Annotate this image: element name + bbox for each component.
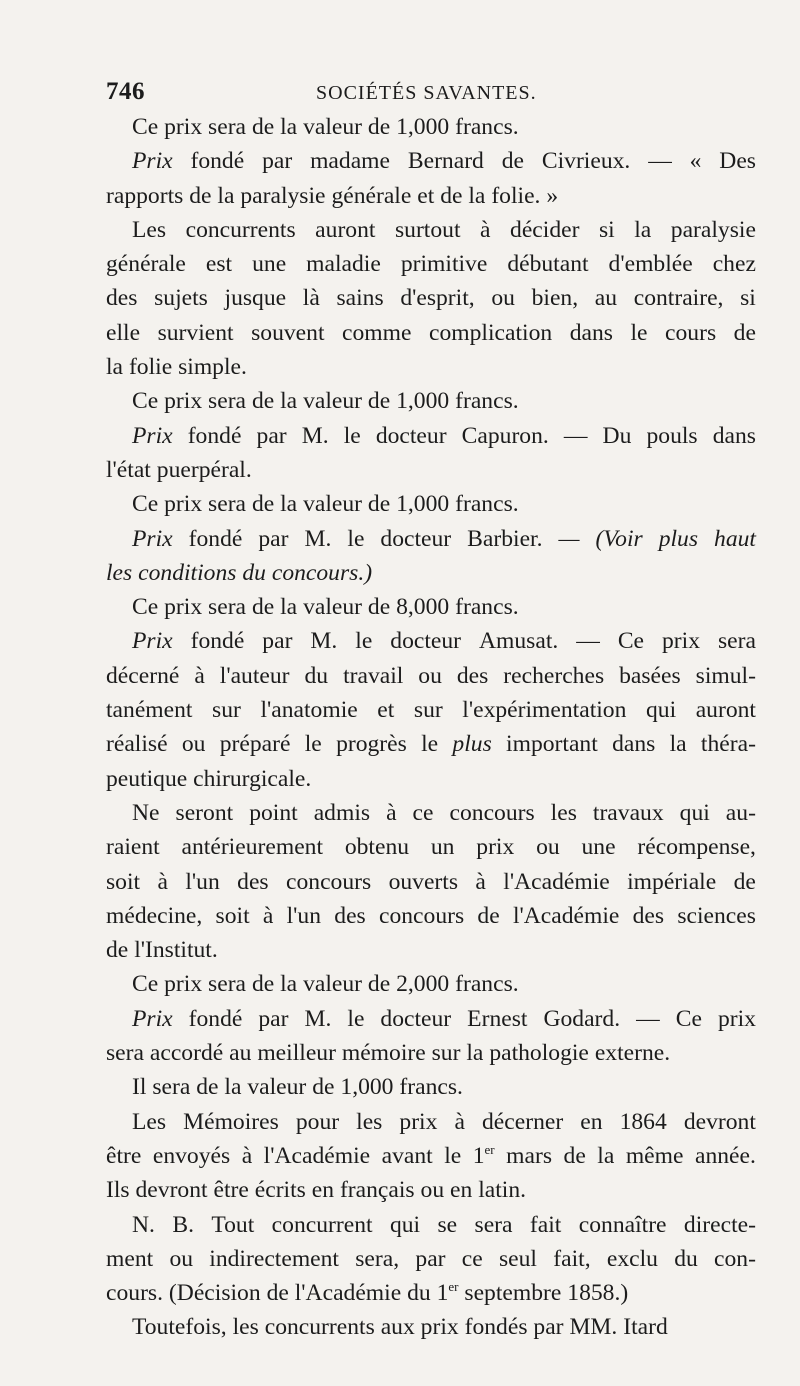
paragraph bbox=[106, 522, 756, 591]
paragraph bbox=[106, 590, 756, 624]
text-line: générale est une maladie primitive débutant d'emblée chez bbox=[106, 251, 756, 278]
text-line: N. B. Tout concurrent qui se sera fait connaître directe- bbox=[132, 1211, 756, 1238]
text-line: les conditions du concours.) bbox=[106, 559, 373, 586]
text-line: Ce prix sera de la valeur de 8,000 francs. bbox=[132, 594, 519, 621]
text-line: Toutefois, les concurrents aux prix fondés par MM. Itard bbox=[132, 1314, 668, 1341]
text-line: Il sera de la valeur de 1,000 francs. bbox=[132, 1074, 463, 1101]
text-line: Les concurrents auront surtout à décider si la paralysie bbox=[132, 216, 756, 243]
paragraph bbox=[106, 110, 756, 144]
text-line: être envoyés à l'Académie avant le 1er mars de la même année. bbox=[106, 1142, 756, 1169]
running-head: SOCIÉTÉS SAVANTES. bbox=[316, 82, 537, 104]
text-line: Ce prix sera de la valeur de 1,000 francs. bbox=[132, 491, 519, 518]
paragraph bbox=[106, 1310, 756, 1344]
paragraph bbox=[106, 384, 756, 418]
text-line: soit à l'un des concours ouverts à l'Académie impériale de bbox=[106, 868, 756, 895]
text-line: tanément sur l'anatomie et sur l'expérimentation qui auront bbox=[106, 697, 756, 724]
paragraph bbox=[106, 213, 756, 384]
text-line: décerné à l'auteur du travail ou des recherches basées simul- bbox=[106, 662, 756, 689]
text-line: rapports de la paralysie générale et de la folie. » bbox=[106, 182, 559, 209]
text-line: ment ou indirectement sera, par ce seul fait, exclu du con- bbox=[106, 1245, 756, 1272]
text-line: sera accordé au meilleur mémoire sur la pathologie externe. bbox=[106, 1040, 671, 1067]
paragraph bbox=[106, 796, 756, 967]
paragraph bbox=[106, 144, 756, 213]
page-number: 746 bbox=[106, 78, 145, 105]
text-line: Ils devront être écrits en français ou en latin. bbox=[106, 1177, 527, 1204]
text-line: Ne seront point admis à ce concours les travaux qui au- bbox=[132, 799, 756, 826]
text-line: Prix fondé par madame Bernard de Civrieux. — « Des bbox=[132, 148, 756, 175]
text-line: raient antérieurement obtenu un prix ou une récompense, bbox=[106, 834, 756, 861]
paragraph bbox=[106, 1070, 756, 1104]
paragraph bbox=[106, 1002, 756, 1071]
body-text bbox=[106, 110, 756, 1345]
text-line: cours. (Décision de l'Académie du 1er septembre 1858.) bbox=[106, 1279, 629, 1307]
text-line: Ce prix sera de la valeur de 1,000 francs. bbox=[132, 388, 519, 415]
text-line: Les Mémoires pour les prix à décerner en 1864 devront bbox=[132, 1108, 756, 1135]
paragraph bbox=[106, 487, 756, 521]
text-line: Ce prix sera de la valeur de 2,000 francs. bbox=[132, 971, 519, 998]
paragraph bbox=[106, 1105, 756, 1208]
page-header bbox=[106, 78, 756, 108]
paragraph bbox=[106, 419, 756, 488]
text-line: Prix fondé par M. le docteur Amusat. — Ce prix sera bbox=[132, 628, 756, 655]
text-line: Prix fondé par M. le docteur Ernest Godard. — Ce prix bbox=[132, 1005, 756, 1032]
text-line: réalisé ou préparé le progrès le plus important dans la théra- bbox=[106, 731, 756, 758]
text-line: la folie simple. bbox=[106, 354, 247, 381]
paragraph bbox=[106, 624, 756, 795]
text-line: elle survient souvent comme complication dans le cours de bbox=[106, 319, 756, 346]
paragraph bbox=[106, 1208, 756, 1311]
text-line: Prix fondé par M. le docteur Capuron. — Du pouls dans bbox=[132, 422, 756, 449]
text-line: Prix fondé par M. le docteur Barbier. — (Voir plus haut bbox=[132, 525, 756, 552]
text-line: Ce prix sera de la valeur de 1,000 francs. bbox=[132, 114, 519, 140]
text-line: peutique chirurgicale. bbox=[106, 765, 312, 792]
paragraph bbox=[106, 967, 756, 1001]
text-line: des sujets jusque là sains d'esprit, ou bien, au contraire, si bbox=[106, 285, 756, 312]
text-line: médecine, soit à l'un des concours de l'Académie des sciences bbox=[106, 902, 756, 929]
text-line: l'état puerpéral. bbox=[106, 456, 252, 483]
text-line: de l'Institut. bbox=[106, 937, 218, 964]
